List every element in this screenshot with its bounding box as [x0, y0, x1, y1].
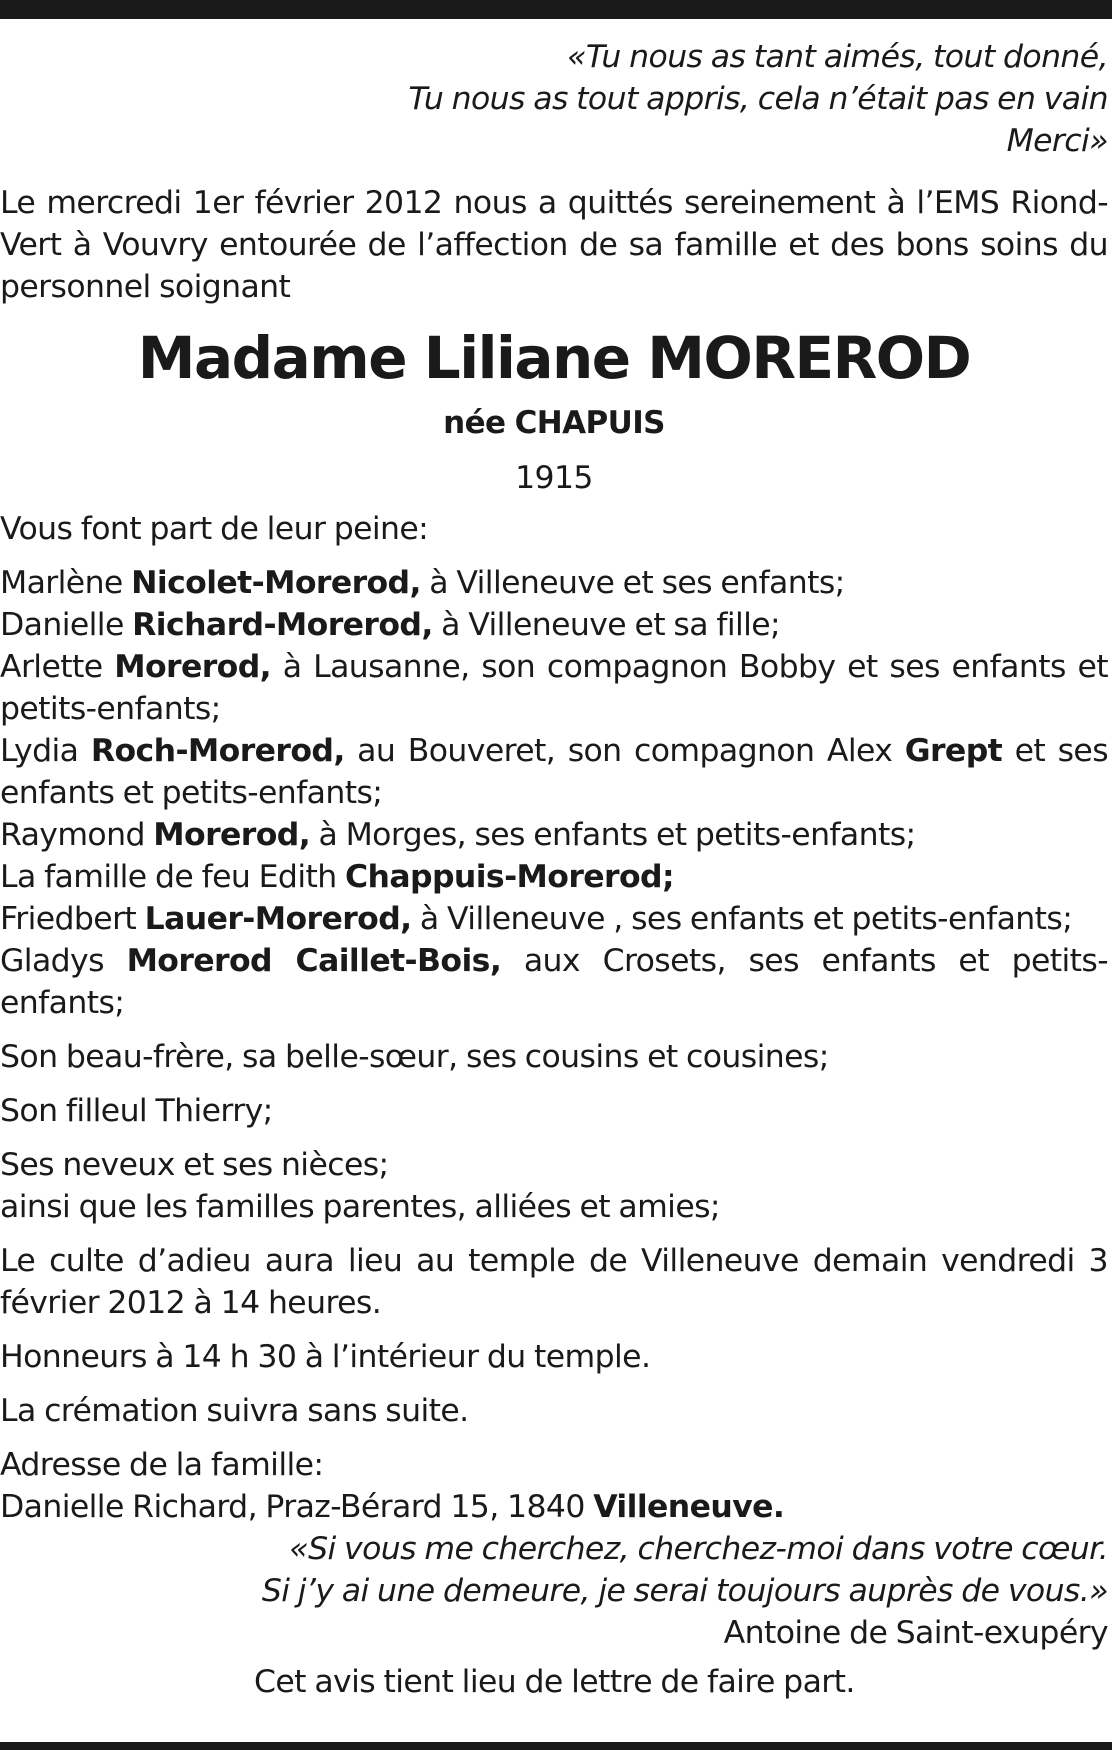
first-name: Lydia: [0, 733, 91, 769]
address-label: Adresse de la famille:: [0, 1447, 324, 1483]
family-name: Nicolet-Morerod,: [131, 565, 421, 601]
address-city: Villeneuve.: [593, 1489, 785, 1525]
honours-line: Honneurs à 14 h 30 à l’intérieur du temple.: [0, 1339, 651, 1375]
first-name: Arlette: [0, 649, 115, 685]
godson-line: Son filleul Thierry;: [0, 1093, 273, 1129]
family-list: [0, 562, 1108, 1024]
family-detail: à Morges, ses enfants et petits-enfants;: [310, 817, 916, 853]
closing-quote: [0, 1528, 1108, 1654]
first-name: Marlène: [0, 565, 132, 601]
deceased-name: Madame Liliane MOREROD: [137, 324, 971, 392]
nephews-block: [0, 1144, 1108, 1228]
family-entry: [0, 814, 1108, 856]
top-rule: [0, 0, 1112, 19]
family-name: Chappuis-Morerod;: [345, 859, 674, 895]
family-entry: [0, 856, 1108, 898]
quote-author: Antoine de Saint-exupéry: [723, 1615, 1108, 1651]
notice-line: Cet avis tient lieu de lettre de faire part.: [254, 1664, 855, 1700]
family-entry: [0, 604, 1108, 646]
family-name: Morerod Caillet-Bois,: [126, 943, 502, 979]
maiden-name: née CHAPUIS: [443, 405, 665, 441]
obituary-notice: [0, 36, 1108, 1706]
address-street: Danielle Richard, Praz-Bérard 15, 1840: [0, 1489, 594, 1525]
family-detail: aux Crosets, ses enfants et petits-enfants;: [0, 943, 1109, 1021]
nephews-line: Ses neveux et ses nièces;: [0, 1147, 389, 1183]
family-entry: [0, 898, 1108, 940]
announce-intro: Vous font part de leur peine:: [0, 511, 429, 547]
family-entry: [0, 730, 1108, 814]
ceremony-paragraph: Le culte d’adieu aura lieu au temple de Villeneuve demain vendredi 3 février 2012 à 14 heures.: [0, 1243, 1108, 1321]
bottom-rule: [0, 1742, 1112, 1750]
birth-year: 1915: [515, 460, 593, 496]
closing-quote-line: Si j’y ai une demeure, je serai toujours auprès de vous.»: [261, 1573, 1108, 1609]
families-line: ainsi que les familles parentes, alliées et amies;: [0, 1189, 720, 1225]
family-detail: au Bouveret, son compagnon Alex: [344, 733, 905, 769]
family-name: Lauer-Morerod,: [144, 901, 412, 937]
companion-name: Grept: [904, 733, 1003, 769]
family-name: Richard-Morerod,: [132, 607, 433, 643]
relatives-line: Son beau-frère, sa belle-sœur, ses cousins et cousines;: [0, 1039, 829, 1075]
epigraph-line: Tu nous as tout appris, cela n’était pas en vain: [408, 81, 1108, 117]
family-detail: à Lausanne, son compagnon Bobby et ses enfants et petits-enfants;: [0, 649, 1108, 727]
family-detail: et ses enfants et petits-enfants;: [0, 733, 1109, 811]
family-address: [0, 1444, 1108, 1528]
family-detail: à Villeneuve et sa fille;: [432, 607, 781, 643]
cremation-line: La crémation suivra sans suite.: [0, 1393, 469, 1429]
family-entry: [0, 562, 1108, 604]
family-name: Roch-Morerod,: [90, 733, 345, 769]
family-entry: [0, 940, 1108, 1024]
family-detail: à Villeneuve et ses enfants;: [420, 565, 845, 601]
family-name: Morerod,: [114, 649, 272, 685]
epigraph-line: «Tu nous as tant aimés, tout donné,: [567, 39, 1108, 75]
family-name: Morerod,: [153, 817, 311, 853]
epigraph: [0, 36, 1108, 162]
first-name: Danielle: [0, 607, 133, 643]
first-name: Gladys: [0, 943, 127, 979]
first-name: Raymond: [0, 817, 154, 853]
family-detail: à Villeneuve , ses enfants et petits-enfants;: [411, 901, 1073, 937]
first-name: Friedbert: [0, 901, 145, 937]
family-entry: [0, 646, 1108, 730]
intro-paragraph: Le mercredi 1er février 2012 nous a quittés sereinement à l’EMS Riond-Vert à Vouvry entourée de l’affection de sa famille et des bons soins du personnel soignant: [0, 185, 1108, 305]
first-name: La famille de feu Edith: [0, 859, 346, 895]
epigraph-line: Merci»: [1006, 123, 1108, 159]
address-line: [0, 1486, 1108, 1528]
closing-quote-line: «Si vous me cherchez, cherchez-moi dans votre cœur.: [289, 1531, 1108, 1567]
